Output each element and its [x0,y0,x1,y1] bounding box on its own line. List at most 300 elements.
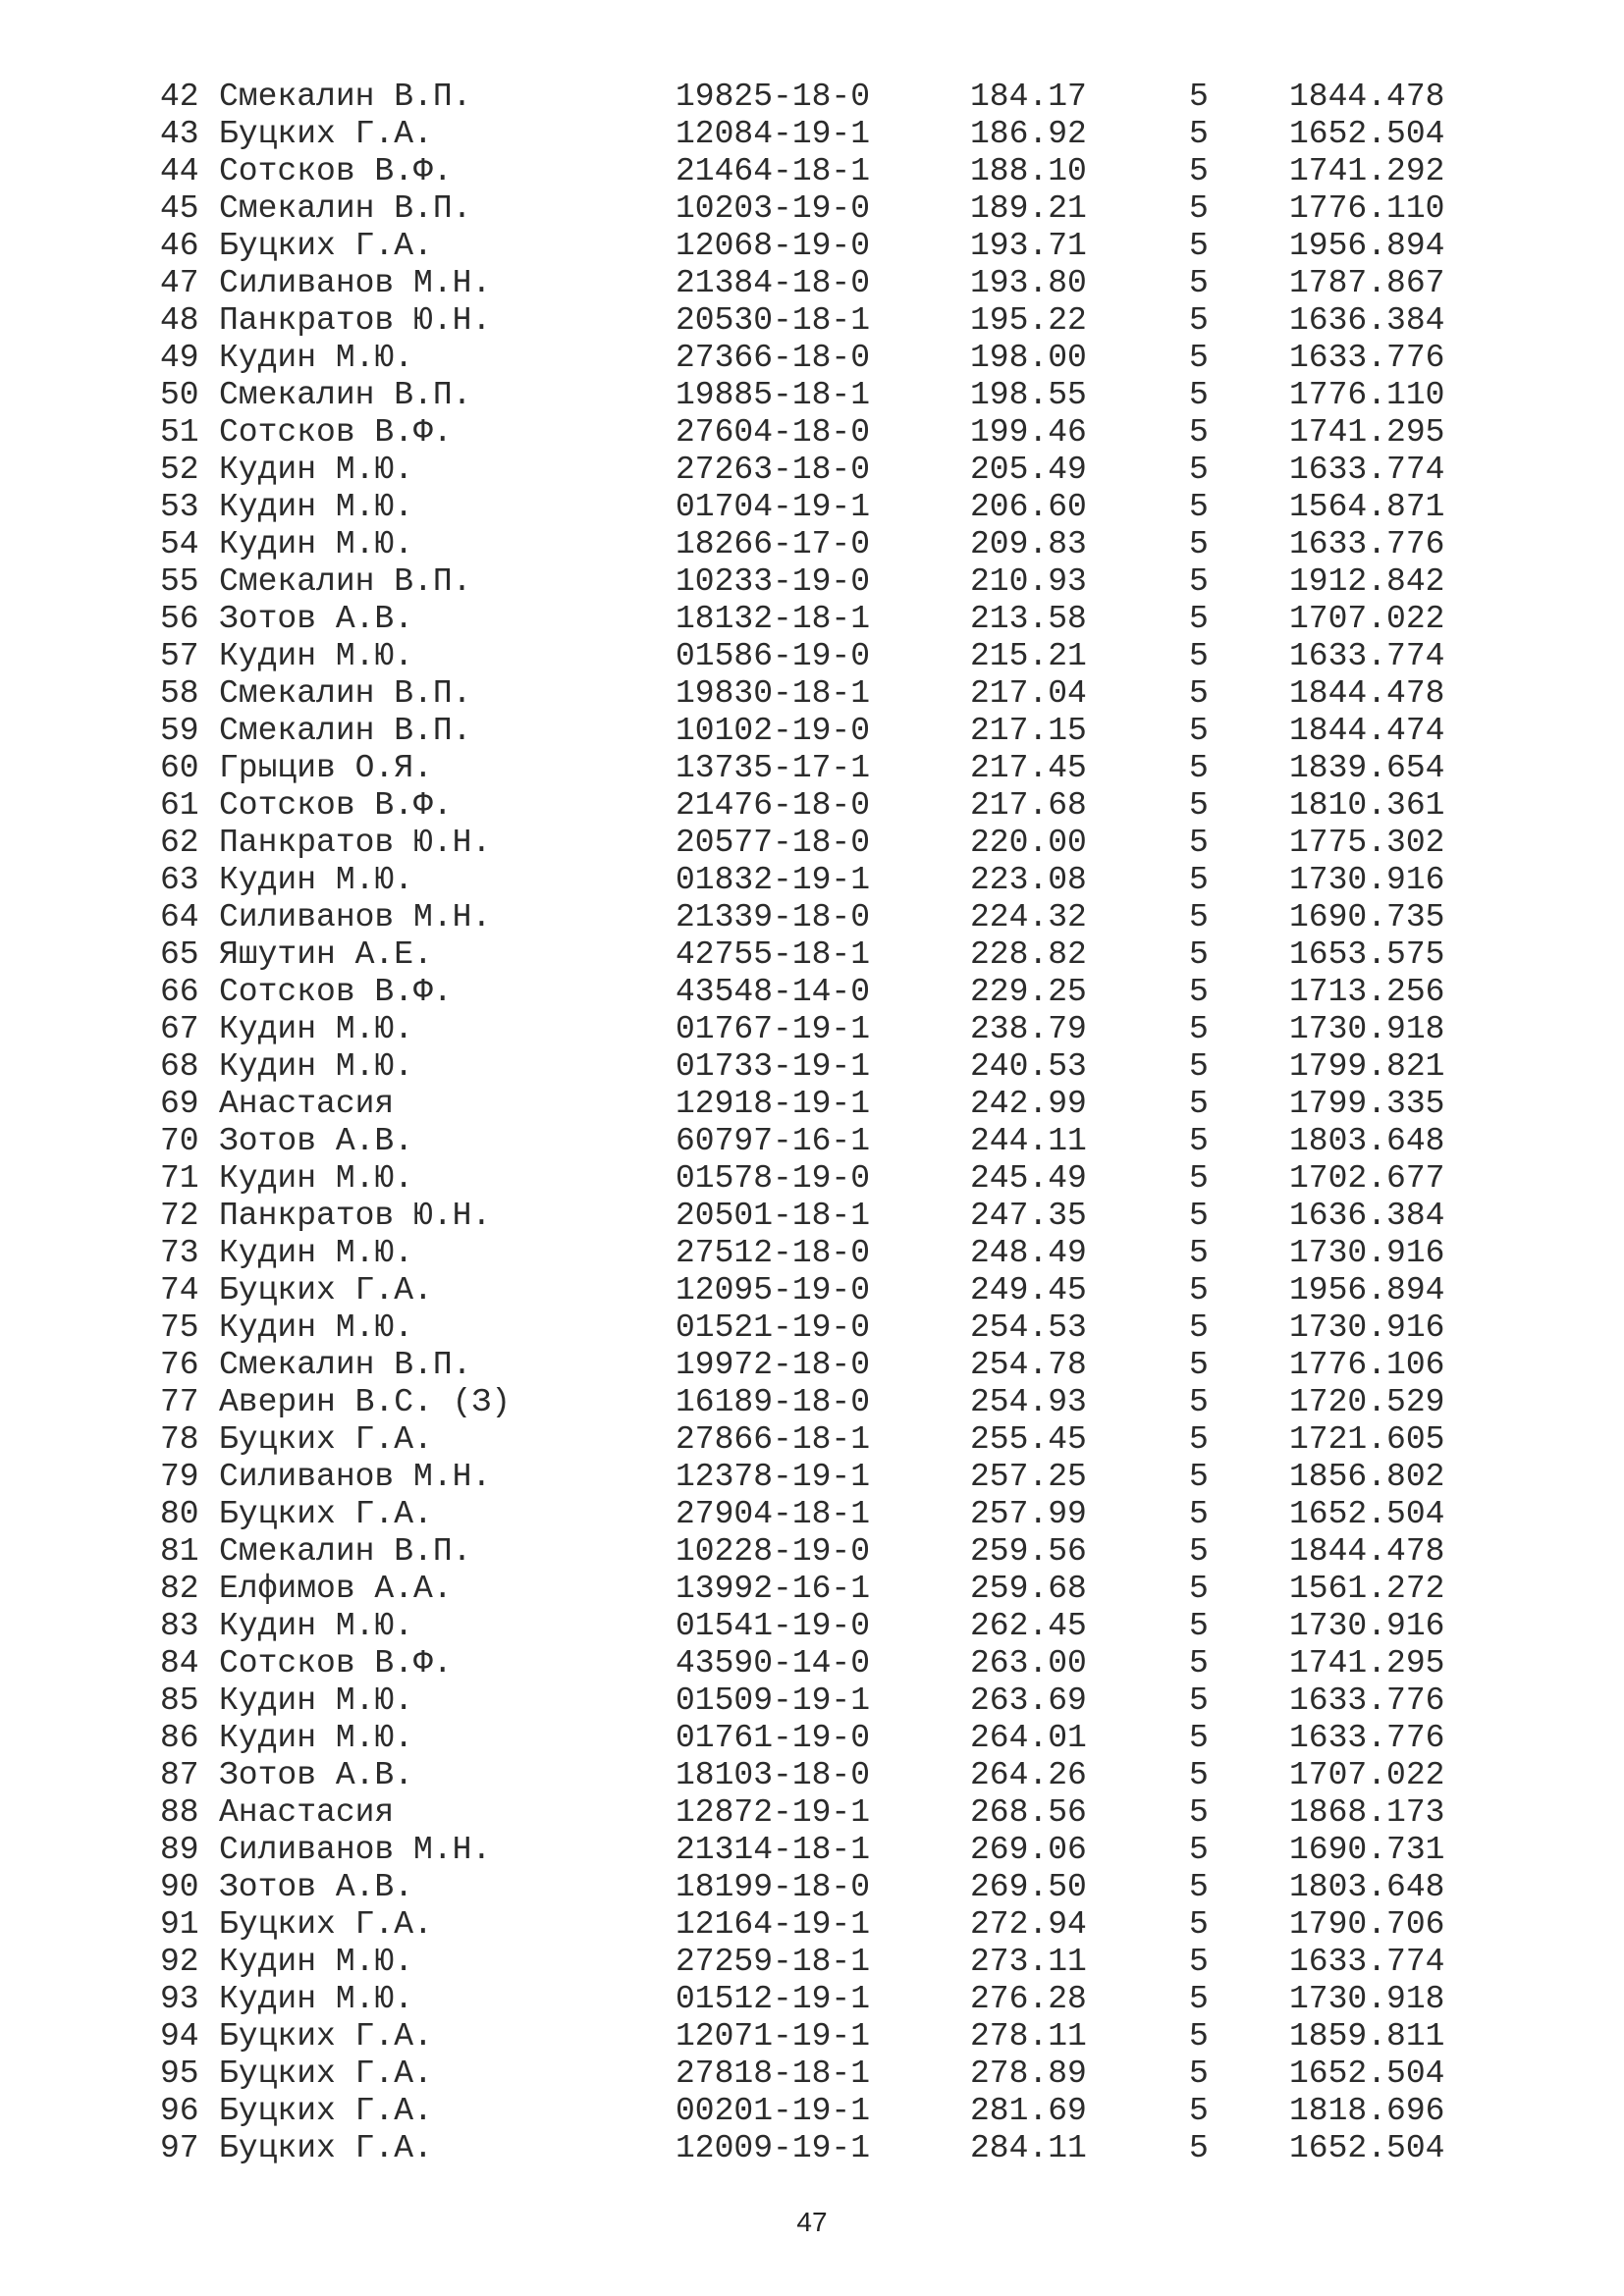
row-num: 76 [160,1347,199,1383]
row-code: 10233-19-0 [676,563,871,600]
row-name: Буцких Г.А. [219,116,433,152]
row-name: Сотсков В.Ф. [219,414,453,451]
row-result: 1859.811 [1289,2018,1445,2055]
row-num: 68 [160,1048,199,1085]
row-result: 1803.648 [1289,1869,1445,1905]
results-table [160,79,1476,2167]
row-name: Смекалин В.П. [219,79,472,115]
row-name: Смекалин В.П. [219,190,472,227]
row-result: 1730.918 [1289,1981,1445,2017]
row-num: 52 [160,452,199,488]
row-name: Кудин М.Ю. [219,1048,414,1085]
row-result: 1690.735 [1289,899,1445,935]
table-row [160,1309,1476,1347]
row-name: Смекалин В.П. [219,377,472,413]
table-row [160,1645,1476,1682]
row-code: 01733-19-1 [676,1048,871,1085]
row-num: 85 [160,1682,199,1719]
row-num: 42 [160,79,199,115]
row-code: 13735-17-1 [676,750,871,786]
table-row [160,489,1476,526]
row-code: 42755-18-1 [676,936,871,973]
row-name: Сотсков В.Ф. [219,787,453,824]
row-name: Зотов А.В. [219,1869,414,1905]
row-num: 66 [160,974,199,1010]
row-name: Кудин М.Ю. [219,452,414,488]
row-value: 268.56 [970,1794,1087,1831]
row-result: 1564.871 [1289,489,1445,525]
row-result: 1912.842 [1289,563,1445,600]
row-code: 01767-19-1 [676,1011,871,1047]
row-grade: 5 [1189,862,1209,898]
row-num: 74 [160,1272,199,1308]
table-row [160,1384,1476,1421]
row-value: 254.53 [970,1309,1087,1346]
row-result: 1633.776 [1289,526,1445,562]
row-grade: 5 [1189,1309,1209,1346]
table-row [160,1347,1476,1384]
row-value: 245.49 [970,1160,1087,1197]
row-grade: 5 [1189,787,1209,824]
row-grade: 5 [1189,1794,1209,1831]
row-code: 27263-18-0 [676,452,871,488]
row-grade: 5 [1189,340,1209,376]
row-grade: 5 [1189,79,1209,115]
table-row [160,228,1476,265]
row-name: Кудин М.Ю. [219,1720,414,1756]
row-code: 21476-18-0 [676,787,871,824]
row-grade: 5 [1189,1347,1209,1383]
table-row [160,116,1476,153]
row-result: 1956.894 [1289,1272,1445,1308]
table-row [160,265,1476,302]
row-num: 87 [160,1757,199,1793]
row-value: 263.00 [970,1645,1087,1682]
row-num: 91 [160,1906,199,1943]
row-result: 1799.821 [1289,1048,1445,1085]
row-num: 75 [160,1309,199,1346]
row-grade: 5 [1189,1645,1209,1682]
row-name: Зотов А.В. [219,601,414,637]
row-grade: 5 [1189,936,1209,973]
row-value: 217.45 [970,750,1087,786]
row-result: 1561.272 [1289,1571,1445,1607]
row-code: 12084-19-1 [676,116,871,152]
row-code: 18266-17-0 [676,526,871,562]
row-name: Буцких Г.А. [219,2093,433,2129]
row-result: 1776.106 [1289,1347,1445,1383]
row-code: 21384-18-0 [676,265,871,301]
row-num: 63 [160,862,199,898]
row-name: Кудин М.Ю. [219,1235,414,1271]
row-value: 276.28 [970,1981,1087,2017]
table-row [160,713,1476,750]
row-grade: 5 [1189,1869,1209,1905]
row-grade: 5 [1189,1048,1209,1085]
row-value: 213.58 [970,601,1087,637]
table-row [160,638,1476,675]
row-num: 44 [160,153,199,189]
row-name: Буцких Г.А. [219,1906,433,1943]
row-result: 1844.478 [1289,1533,1445,1570]
row-num: 53 [160,489,199,525]
row-grade: 5 [1189,414,1209,451]
table-row [160,153,1476,190]
row-name: Кудин М.Ю. [219,1309,414,1346]
row-code: 18103-18-0 [676,1757,871,1793]
row-num: 93 [160,1981,199,2017]
row-result: 1713.256 [1289,974,1445,1010]
row-name: Кудин М.Ю. [219,489,414,525]
row-result: 1690.731 [1289,1832,1445,1868]
table-row [160,1608,1476,1645]
row-name: Сотсков В.Ф. [219,974,453,1010]
row-num: 73 [160,1235,199,1271]
row-grade: 5 [1189,1160,1209,1197]
row-result: 1810.361 [1289,787,1445,824]
row-result: 1844.478 [1289,675,1445,712]
row-name: Кудин М.Ю. [219,1160,414,1197]
row-code: 01521-19-0 [676,1309,871,1346]
table-row [160,1533,1476,1571]
row-value: 184.17 [970,79,1087,115]
row-value: 224.32 [970,899,1087,935]
row-num: 59 [160,713,199,749]
row-grade: 5 [1189,1086,1209,1122]
row-result: 1652.504 [1289,116,1445,152]
row-code: 19885-18-1 [676,377,871,413]
row-name: Смекалин В.П. [219,1533,472,1570]
row-value: 269.50 [970,1869,1087,1905]
table-row [160,1459,1476,1496]
row-result: 1652.504 [1289,2056,1445,2092]
row-num: 61 [160,787,199,824]
row-result: 1787.867 [1289,265,1445,301]
row-name: Смекалин В.П. [219,675,472,712]
row-result: 1868.173 [1289,1794,1445,1831]
row-code: 19825-18-0 [676,79,871,115]
row-name: Панкратов Ю.Н. [219,302,492,339]
table-row [160,377,1476,414]
row-code: 19972-18-0 [676,1347,871,1383]
row-num: 97 [160,2130,199,2166]
row-grade: 5 [1189,2056,1209,2092]
row-code: 21314-18-1 [676,1832,871,1868]
row-result: 1775.302 [1289,825,1445,861]
row-result: 1741.295 [1289,1645,1445,1682]
row-num: 58 [160,675,199,712]
table-row [160,190,1476,228]
row-value: 278.11 [970,2018,1087,2055]
row-code: 10203-19-0 [676,190,871,227]
table-row [160,1496,1476,1533]
table-row [160,1906,1476,1944]
row-grade: 5 [1189,638,1209,674]
row-grade: 5 [1189,1944,1209,1980]
row-name: Грыцив О.Я. [219,750,433,786]
row-code: 27604-18-0 [676,414,871,451]
table-row [160,452,1476,489]
row-code: 60797-16-1 [676,1123,871,1159]
row-name: Сотсков В.Ф. [219,153,453,189]
row-code: 00201-19-1 [676,2093,871,2129]
table-row [160,1944,1476,1981]
row-result: 1633.776 [1289,1720,1445,1756]
row-name: Силиванов М.Н. [219,1459,492,1495]
row-num: 78 [160,1421,199,1458]
row-grade: 5 [1189,750,1209,786]
row-name: Смекалин В.П. [219,1347,472,1383]
row-num: 82 [160,1571,199,1607]
row-value: 278.89 [970,2056,1087,2092]
page-number: 47 [796,2207,828,2237]
row-value: 264.26 [970,1757,1087,1793]
table-row [160,675,1476,713]
table-row [160,563,1476,601]
row-num: 81 [160,1533,199,1570]
row-value: 254.78 [970,1347,1087,1383]
row-grade: 5 [1189,526,1209,562]
row-grade: 5 [1189,377,1209,413]
row-result: 1856.802 [1289,1459,1445,1495]
row-grade: 5 [1189,2093,1209,2129]
row-grade: 5 [1189,563,1209,600]
row-name: Анастасия [219,1794,395,1831]
row-name: Смекалин В.П. [219,713,472,749]
table-row [160,302,1476,340]
row-value: 249.45 [970,1272,1087,1308]
row-result: 1730.918 [1289,1011,1445,1047]
row-value: 217.15 [970,713,1087,749]
row-num: 80 [160,1496,199,1532]
row-value: 263.69 [970,1682,1087,1719]
row-num: 90 [160,1869,199,1905]
row-grade: 5 [1189,452,1209,488]
row-result: 1799.335 [1289,1086,1445,1122]
row-code: 21464-18-1 [676,153,871,189]
row-name: Кудин М.Ю. [219,340,414,376]
row-result: 1633.774 [1289,638,1445,674]
row-name: Кудин М.Ю. [219,1682,414,1719]
table-row [160,1123,1476,1160]
table-row [160,1272,1476,1309]
table-row [160,899,1476,936]
row-name: Елфимов А.А. [219,1571,453,1607]
row-num: 96 [160,2093,199,2129]
row-value: 272.94 [970,1906,1087,1943]
row-name: Силиванов М.Н. [219,1832,492,1868]
table-row [160,974,1476,1011]
row-name: Кудин М.Ю. [219,1608,414,1644]
row-name: Буцких Г.А. [219,1496,433,1532]
row-code: 43548-14-0 [676,974,871,1010]
row-num: 62 [160,825,199,861]
row-result: 1652.504 [1289,1496,1445,1532]
row-num: 56 [160,601,199,637]
row-grade: 5 [1189,1235,1209,1271]
table-row [160,1869,1476,1906]
row-num: 47 [160,265,199,301]
row-num: 79 [160,1459,199,1495]
row-result: 1633.776 [1289,1682,1445,1719]
row-value: 254.93 [970,1384,1087,1420]
row-result: 1730.916 [1289,1235,1445,1271]
row-result: 1707.022 [1289,601,1445,637]
row-name: Силиванов М.Н. [219,265,492,301]
row-result: 1720.529 [1289,1384,1445,1420]
row-value: 209.83 [970,526,1087,562]
row-code: 27366-18-0 [676,340,871,376]
row-code: 18199-18-0 [676,1869,871,1905]
row-grade: 5 [1189,1832,1209,1868]
row-value: 238.79 [970,1011,1087,1047]
row-value: 206.60 [970,489,1087,525]
row-code: 01541-19-0 [676,1608,871,1644]
row-result: 1956.894 [1289,228,1445,264]
row-num: 45 [160,190,199,227]
table-row [160,526,1476,563]
row-value: 193.71 [970,228,1087,264]
row-name: Панкратов Ю.Н. [219,825,492,861]
row-name: Силиванов М.Н. [219,899,492,935]
table-row [160,1048,1476,1086]
row-num: 72 [160,1198,199,1234]
row-grade: 5 [1189,2018,1209,2055]
row-value: 215.21 [970,638,1087,674]
table-row [160,787,1476,825]
row-value: 242.99 [970,1086,1087,1122]
row-name: Буцких Г.А. [219,228,433,264]
row-name: Кудин М.Ю. [219,1981,414,2017]
row-num: 83 [160,1608,199,1644]
row-grade: 5 [1189,974,1209,1010]
table-row [160,2093,1476,2130]
row-code: 12095-19-0 [676,1272,871,1308]
row-result: 1818.696 [1289,2093,1445,2129]
row-value: 248.49 [970,1235,1087,1271]
row-value: 198.55 [970,377,1087,413]
row-num: 51 [160,414,199,451]
row-result: 1790.706 [1289,1906,1445,1943]
row-value: 195.22 [970,302,1087,339]
row-code: 12918-19-1 [676,1086,871,1122]
row-code: 27866-18-1 [676,1421,871,1458]
row-value: 264.01 [970,1720,1087,1756]
row-grade: 5 [1189,153,1209,189]
row-grade: 5 [1189,265,1209,301]
row-code: 01586-19-0 [676,638,871,674]
row-result: 1776.110 [1289,190,1445,227]
row-value: 199.46 [970,414,1087,451]
row-result: 1652.504 [1289,2130,1445,2166]
table-row [160,1160,1476,1198]
row-code: 01509-19-1 [676,1682,871,1719]
row-value: 189.21 [970,190,1087,227]
row-grade: 5 [1189,1123,1209,1159]
row-grade: 5 [1189,1496,1209,1532]
row-num: 50 [160,377,199,413]
row-num: 89 [160,1832,199,1868]
row-code: 01832-19-1 [676,862,871,898]
row-grade: 5 [1189,1421,1209,1458]
row-grade: 5 [1189,825,1209,861]
row-grade: 5 [1189,675,1209,712]
row-name: Сотсков В.Ф. [219,1645,453,1682]
row-num: 77 [160,1384,199,1420]
row-name: Зотов А.В. [219,1757,414,1793]
row-code: 27259-18-1 [676,1944,871,1980]
row-name: Кудин М.Ю. [219,526,414,562]
row-result: 1730.916 [1289,1608,1445,1644]
row-num: 49 [160,340,199,376]
row-code: 01761-19-0 [676,1720,871,1756]
row-value: 244.11 [970,1123,1087,1159]
table-row [160,1198,1476,1235]
row-code: 10228-19-0 [676,1533,871,1570]
row-grade: 5 [1189,1533,1209,1570]
row-grade: 5 [1189,1011,1209,1047]
row-value: 247.35 [970,1198,1087,1234]
row-num: 48 [160,302,199,339]
table-row [160,1011,1476,1048]
row-code: 12378-19-1 [676,1459,871,1495]
row-name: Кудин М.Ю. [219,1944,414,1980]
row-code: 18132-18-1 [676,601,871,637]
row-num: 65 [160,936,199,973]
row-name: Аверин В.С. (З) [219,1384,512,1420]
row-code: 20530-18-1 [676,302,871,339]
table-row [160,2130,1476,2167]
row-name: Зотов А.В. [219,1123,414,1159]
row-grade: 5 [1189,1906,1209,1943]
row-value: 210.93 [970,563,1087,600]
row-result: 1741.292 [1289,153,1445,189]
row-code: 12164-19-1 [676,1906,871,1943]
row-result: 1633.774 [1289,1944,1445,1980]
row-name: Кудин М.Ю. [219,1011,414,1047]
row-result: 1633.774 [1289,452,1445,488]
row-code: 19830-18-1 [676,675,871,712]
row-num: 55 [160,563,199,600]
row-name: Кудин М.Ю. [219,638,414,674]
row-result: 1721.605 [1289,1421,1445,1458]
row-name: Яшутин А.Е. [219,936,433,973]
row-result: 1803.648 [1289,1123,1445,1159]
row-code: 01704-19-1 [676,489,871,525]
row-num: 94 [160,2018,199,2055]
row-value: 229.25 [970,974,1087,1010]
row-code: 13992-16-1 [676,1571,871,1607]
row-result: 1844.474 [1289,713,1445,749]
table-row [160,1682,1476,1720]
row-code: 21339-18-0 [676,899,871,935]
row-result: 1653.575 [1289,936,1445,973]
row-code: 12068-19-0 [676,228,871,264]
row-code: 27818-18-1 [676,2056,871,2092]
table-row [160,936,1476,974]
table-row [160,340,1476,377]
row-grade: 5 [1189,1571,1209,1607]
row-code: 10102-19-0 [676,713,871,749]
row-result: 1636.384 [1289,302,1445,339]
row-value: 193.80 [970,265,1087,301]
row-result: 1707.022 [1289,1757,1445,1793]
row-value: 259.56 [970,1533,1087,1570]
table-row [160,1720,1476,1757]
row-value: 186.92 [970,116,1087,152]
row-grade: 5 [1189,899,1209,935]
row-grade: 5 [1189,489,1209,525]
